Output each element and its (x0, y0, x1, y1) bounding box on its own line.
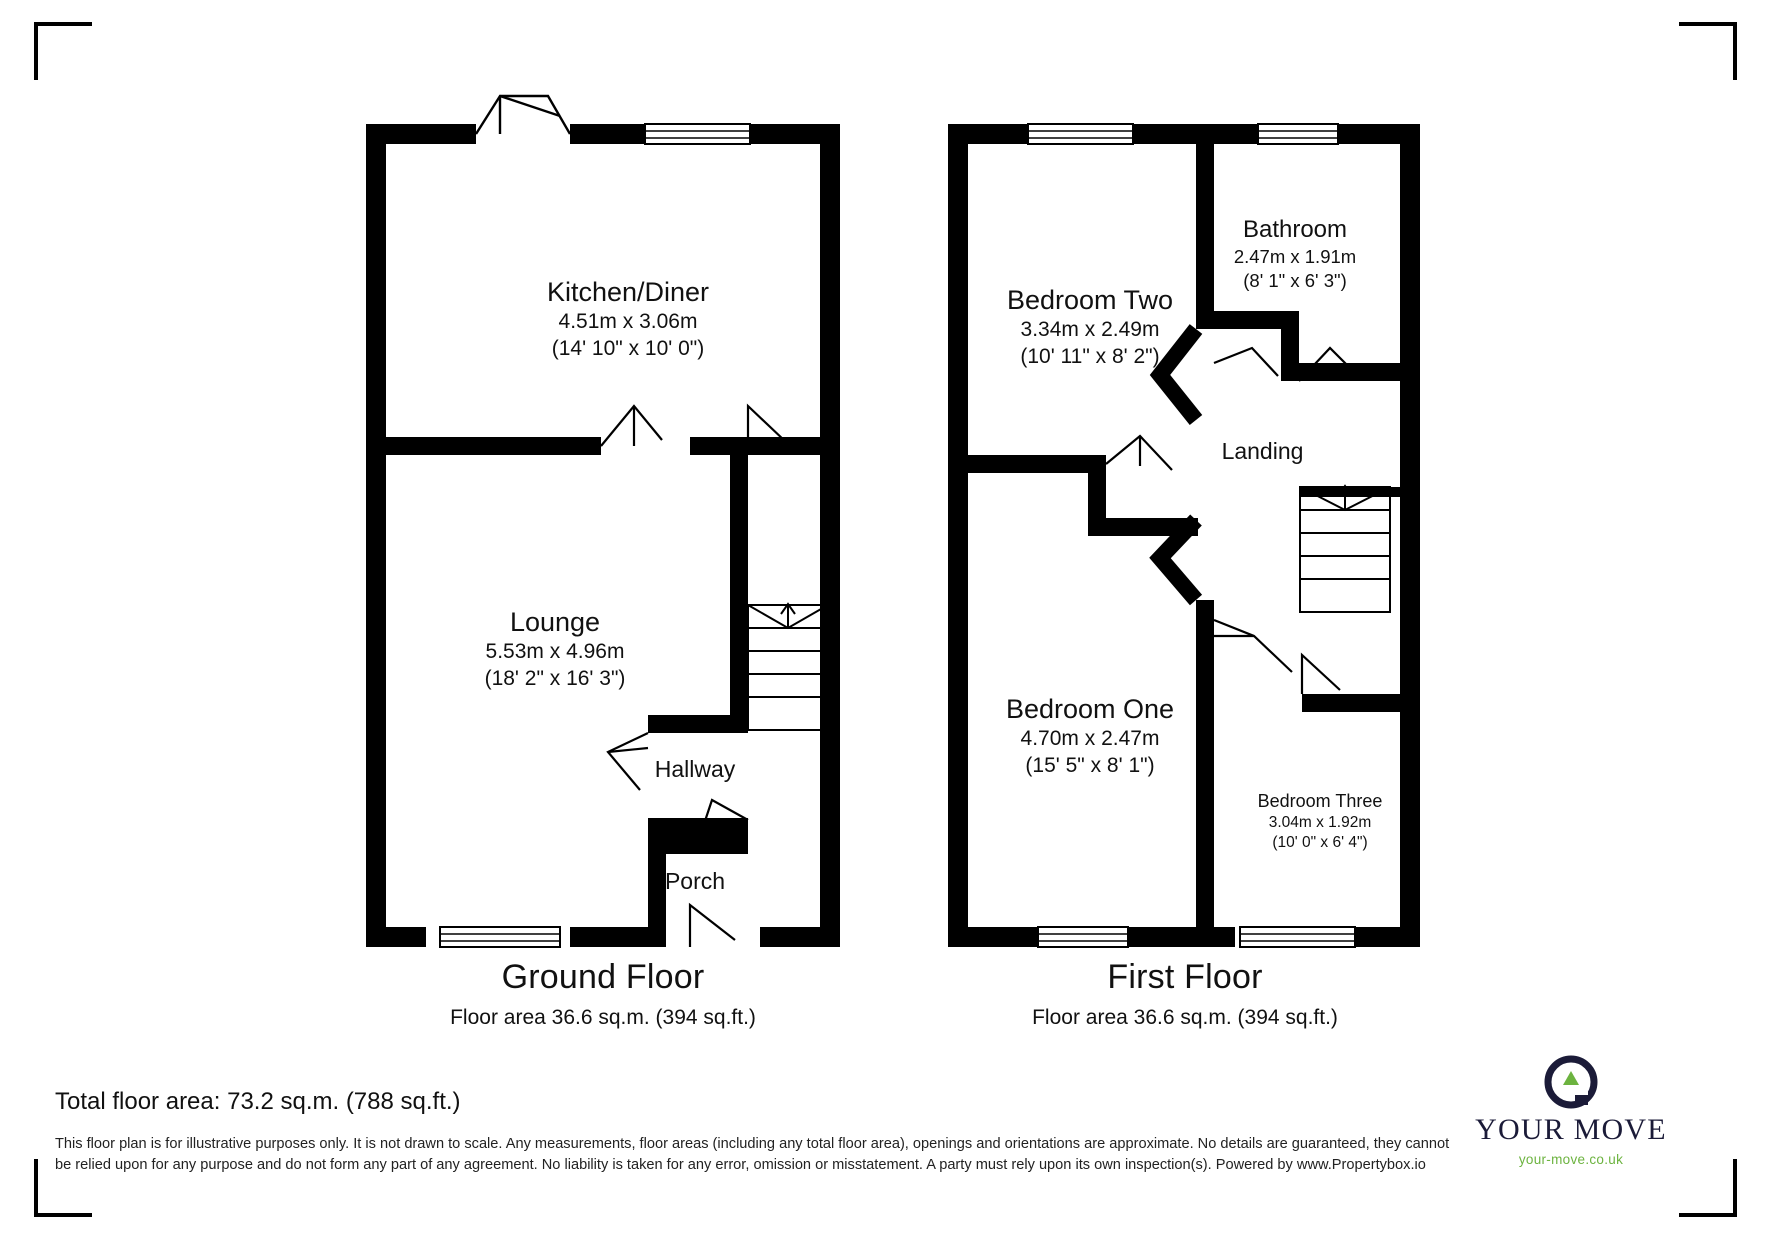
floor-name: Ground Floor (501, 958, 705, 996)
disclaimer-text: This floor plan is for illustrative purposes only. It is not drawn to scale. Any measurements, floor areas (including any total floor area), openings and orientations are approximate. No details are guaranteed, they cannot be relied upon for any purpose and do not form any part of any agreement. No liability is taken for any error, omission or misstatement. A party must rely upon its own inspection(s). Powered by www.Propertybox.io (55, 1136, 1450, 1174)
floor-area: Floor area 36.6 sq.m. (394 sq.ft.) (450, 1006, 756, 1029)
floor-name: First Floor (1107, 958, 1263, 996)
floor-title-ground (358, 958, 848, 1030)
floor-title-first (940, 958, 1430, 1030)
room-imperial: (18' 2" x 16' 3") (484, 666, 626, 690)
ground-floor-plan (366, 96, 840, 947)
your-move-circle-logo-icon (1544, 1055, 1598, 1109)
room-name: Landing (1221, 438, 1304, 464)
room-name: Kitchen/Diner (546, 277, 710, 307)
room-metric: 5.53m x 4.96m (485, 640, 625, 664)
room-metric: 2.47m x 1.91m (1233, 246, 1357, 268)
room-label-kitchen-diner (498, 275, 758, 363)
total-floor-area: Total floor area: 73.2 sq.m. (788 sq.ft.) (55, 1088, 461, 1115)
floor-area: Floor area 36.6 sq.m. (394 sq.ft.) (1032, 1006, 1338, 1029)
room-name: Bedroom Three (1257, 791, 1383, 811)
room-imperial: (15' 5" x 8' 1") (1025, 753, 1155, 777)
room-label-bathroom (1185, 215, 1405, 292)
room-name: Hallway (654, 756, 736, 782)
room-name: Bedroom One (1005, 694, 1175, 724)
room-name: Porch (664, 868, 726, 894)
room-metric: 3.04m x 1.92m (1268, 813, 1372, 831)
brand-block (1426, 1055, 1716, 1167)
brand-url: your-move.co.uk (1518, 1152, 1624, 1167)
room-label-bedroom-two (960, 283, 1220, 371)
brand-name: YOUR MOVE (1475, 1113, 1667, 1146)
room-name: Bathroom (1242, 216, 1348, 243)
room-imperial: (8' 1" x 6' 3") (1243, 269, 1347, 291)
room-imperial: (10' 0" x 6' 4") (1272, 833, 1368, 851)
room-label-lounge (425, 605, 685, 693)
room-metric: 4.51m x 3.06m (558, 310, 698, 334)
room-imperial: (14' 10" x 10' 0") (551, 336, 705, 360)
room-metric: 3.34m x 2.49m (1020, 318, 1160, 342)
room-metric: 4.70m x 2.47m (1020, 727, 1160, 751)
room-label-landing (1175, 437, 1350, 466)
room-name: Bedroom Two (1006, 285, 1174, 315)
room-imperial: (10' 11" x 8' 2") (1020, 344, 1160, 368)
room-label-porch (620, 867, 770, 896)
room-label-bedroom-one (960, 692, 1220, 780)
room-label-bedroom-three (1215, 790, 1425, 852)
room-name: Lounge (509, 607, 601, 637)
room-label-hallway (610, 755, 780, 784)
